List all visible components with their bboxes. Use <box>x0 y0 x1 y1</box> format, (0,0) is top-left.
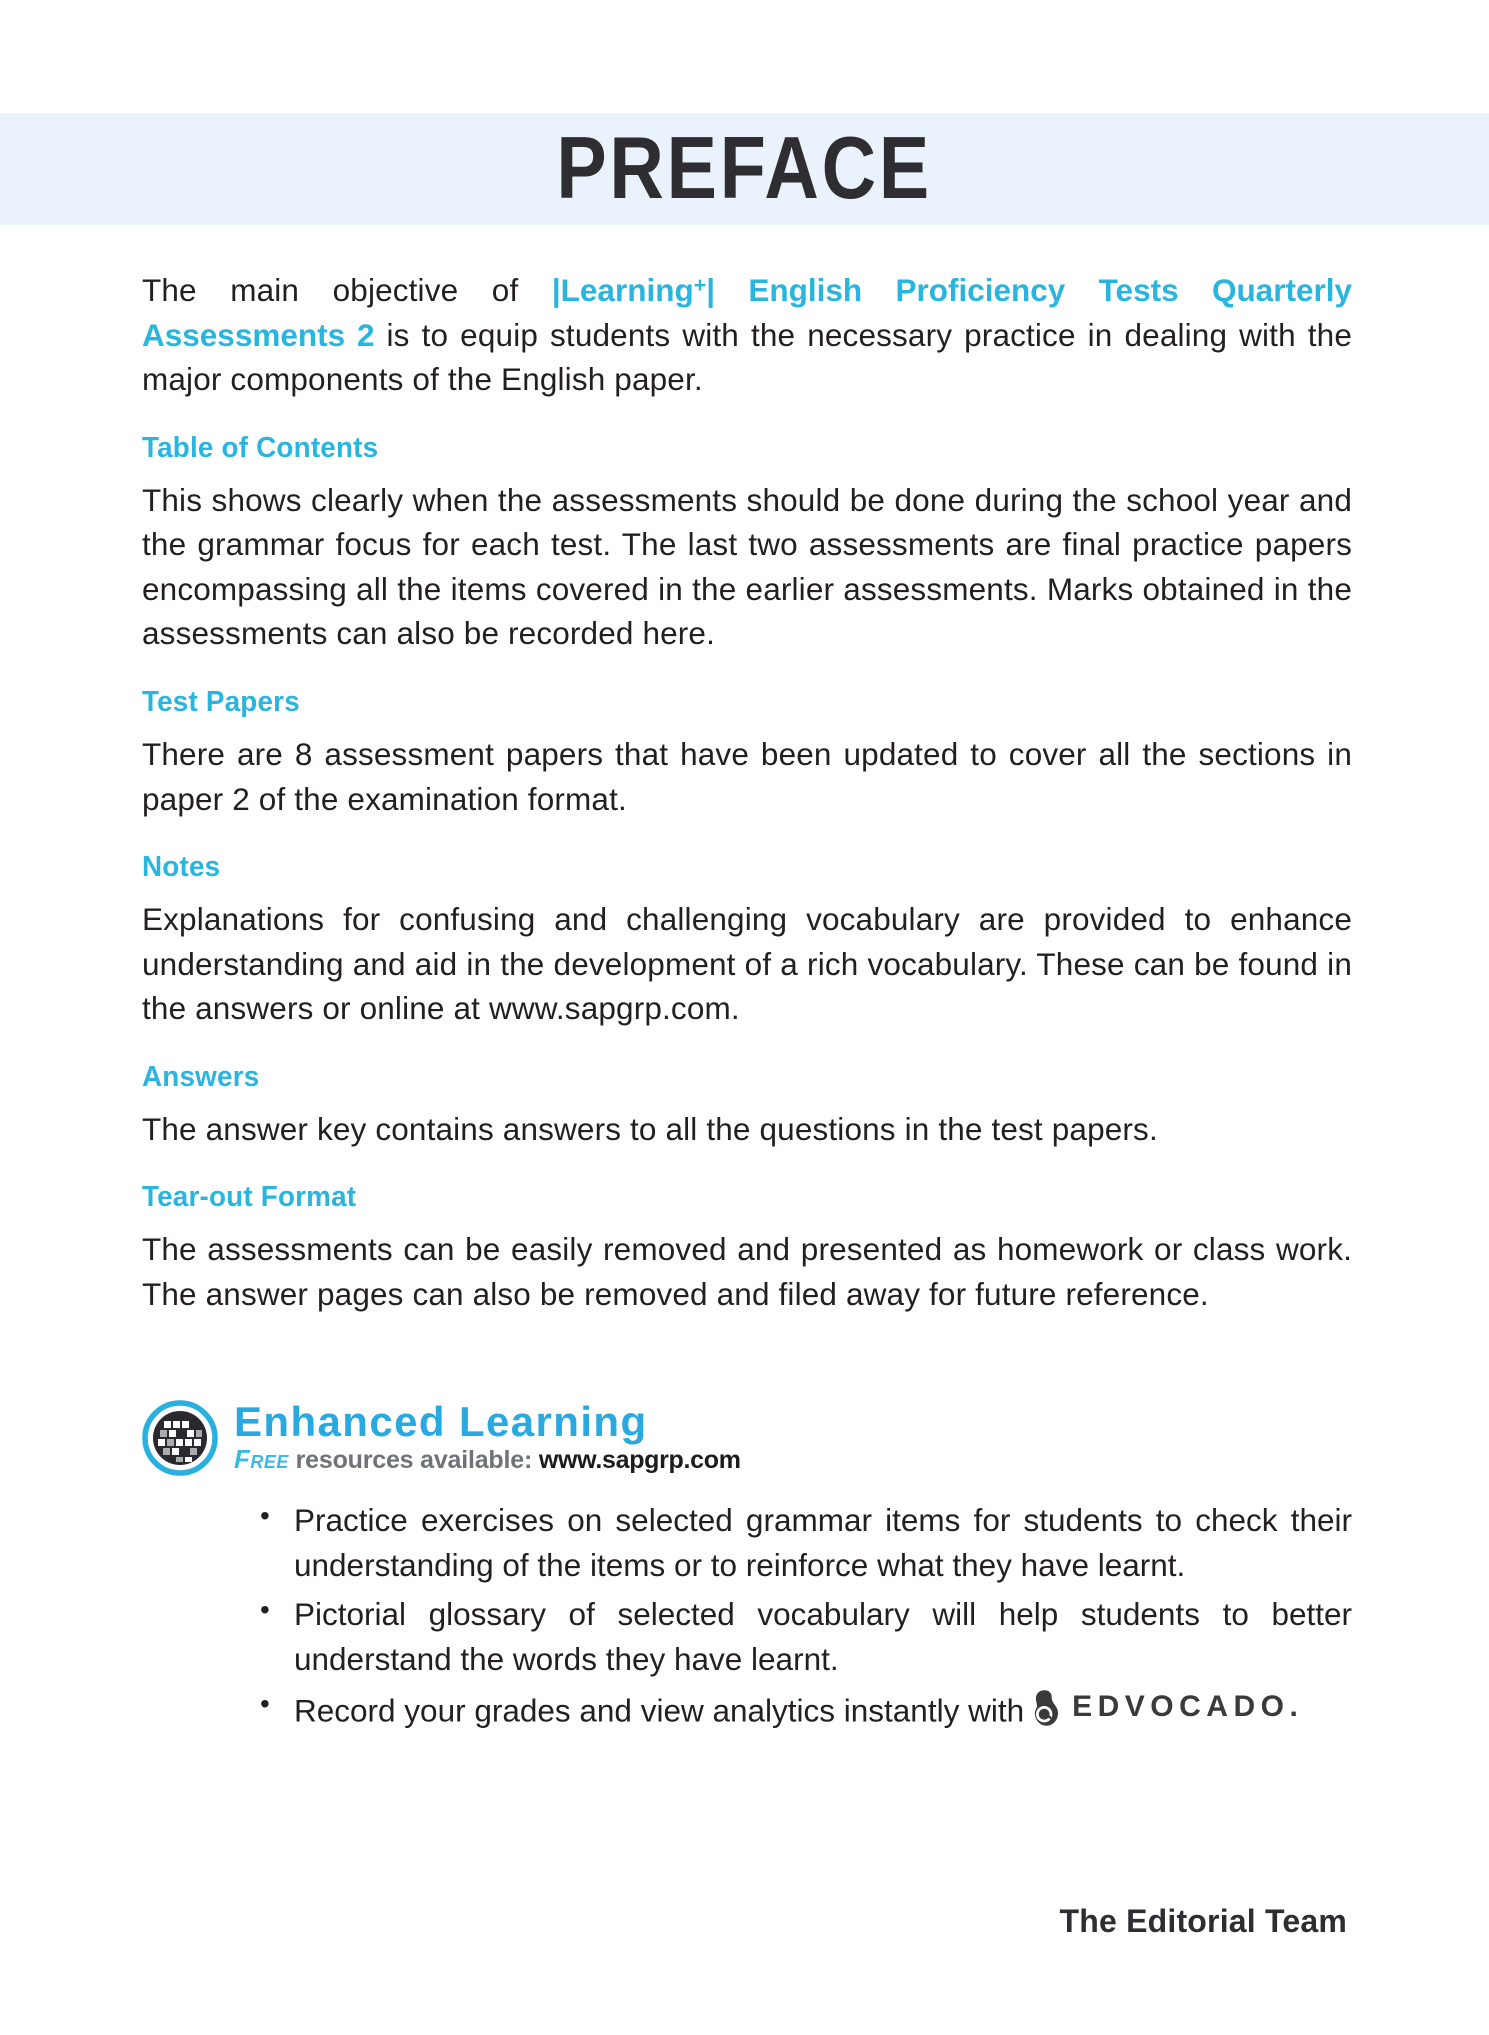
section-heading-test-papers: Test Papers <box>142 685 300 718</box>
intro-lead: The main objective of <box>142 272 552 308</box>
intro-paragraph <box>142 268 1352 402</box>
edvocado-wordmark: EDVOCADO. <box>1072 1690 1304 1724</box>
preface-content <box>142 268 1352 1323</box>
bullet-text: Record your grades and view analytics instantly with <box>294 1692 1025 1729</box>
section-body-test-papers: There are 8 assessment papers that have been updated to cover all the sections in paper 2 of the examination format. <box>142 735 1352 817</box>
enhanced-learning-block <box>142 1398 1352 1738</box>
page-title: PREFACE <box>556 119 933 218</box>
list-item <box>250 1686 1352 1733</box>
enhanced-learning-subtitle <box>234 1445 741 1475</box>
brand-prefix: |Learning <box>551 272 694 308</box>
page-header-banner <box>0 113 1489 225</box>
avocado-logo-icon <box>1024 1688 1064 1728</box>
list-item <box>250 1592 1352 1682</box>
section-heading-answers: Answers <box>142 1060 260 1093</box>
section-heading-table-of-contents: Table of Contents <box>142 431 379 464</box>
intro-tail: is to equip students with the necessary practice in dealing with the major components of the English paper. <box>142 316 1353 398</box>
section-body-table-of-contents: This shows clearly when the assessments should be done during the school year and the grammar focus for each test. The last two assessments are final practice papers encompassing all the items covered in the earlier assessments. Marks obtained in the assessments can also be recorded here. <box>142 481 1352 652</box>
resources-label: resources available: <box>288 1446 539 1475</box>
brand-suffix: | English Proficiency Tests Quarterly Assessments 2 <box>142 272 1352 353</box>
section-body-notes: Explanations for confusing and challenging vocabulary are provided to enhance understanding and aid in the development of a rich vocabulary. These can be found in the answers or online at www.sapgrp.com. <box>142 901 1352 1027</box>
list-item <box>250 1498 1352 1588</box>
free-label: Free <box>234 1444 289 1475</box>
section-body-answers: The answer key contains answers to all the questions in the test papers. <box>142 1110 1158 1147</box>
enhanced-learning-title: Enhanced Learning <box>234 1398 648 1445</box>
enhanced-learning-header <box>142 1398 1352 1476</box>
brand-superscript: + <box>693 273 707 298</box>
crossword-circle-icon <box>142 1400 218 1476</box>
bullet-text: Pictorial glossary of selected vocabulary will help students to better understand the words they have learnt. <box>294 1596 1352 1678</box>
sapgrp-url[interactable]: www.sapgrp.com <box>538 1446 741 1475</box>
enhanced-learning-bullet-list <box>142 1498 1352 1734</box>
editorial-signature: The Editorial Team <box>1059 1903 1347 1939</box>
section-heading-tear-out-format: Tear-out Format <box>142 1181 357 1214</box>
bullet-text: Practice exercises on selected grammar items for students to check their understanding of the items or to reinforce what they have learnt. <box>294 1502 1352 1584</box>
section-heading-notes: Notes <box>142 851 221 884</box>
enhanced-learning-text <box>234 1398 741 1475</box>
edvocado-logo[interactable] <box>1024 1686 1303 1729</box>
section-body-tear-out-format: The assessments can be easily removed and presented as homework or class work. The answer pages can also be removed and filed away for future reference. <box>142 1231 1352 1312</box>
